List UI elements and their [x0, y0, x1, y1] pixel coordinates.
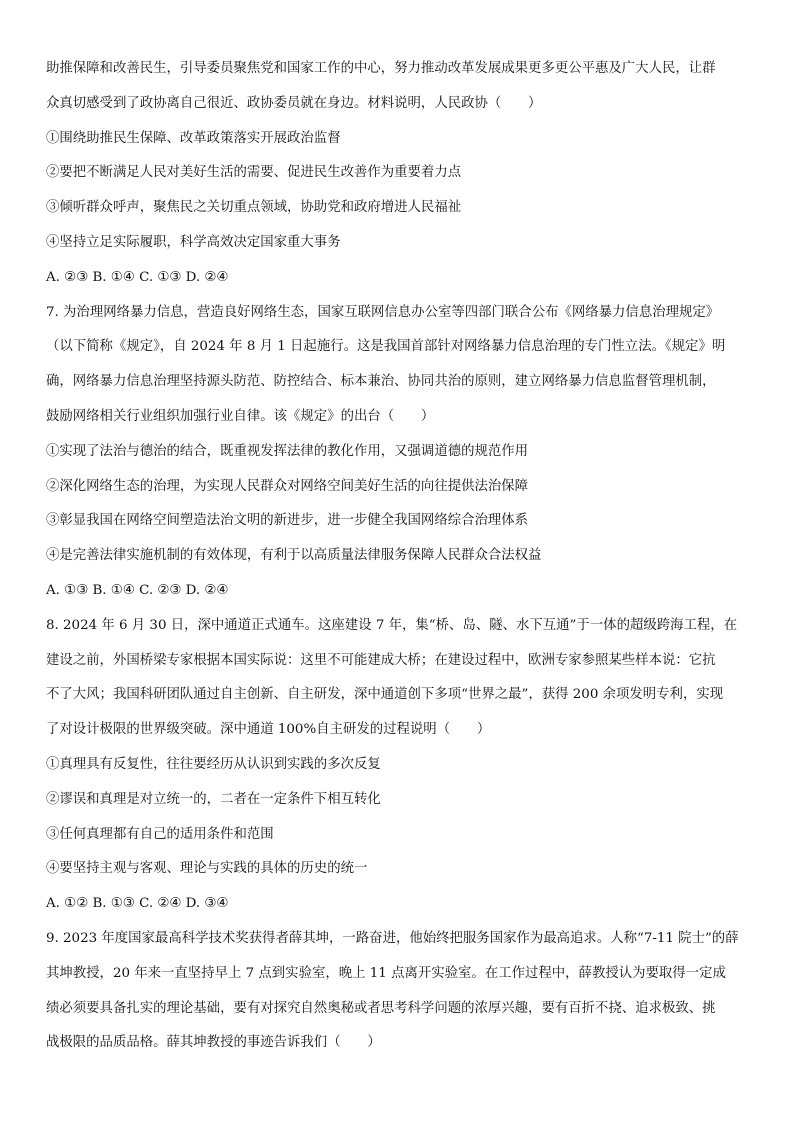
question-6-answers: A. ②③ B. ①④ C. ①③ D. ②④ — [46, 269, 229, 285]
option-1: ①围绕助推民生保障、改革政策落实开展政治监督 — [46, 130, 341, 146]
question-8-stem — [46, 609, 760, 748]
stem-line: 7. 为治理网络暴力信息，营造良好网络生态，国家互联网信息办公室等四部门联合公布《网络暴力信息治理规定》 — [46, 304, 720, 320]
stem-line: 8. 2024 年 6 月 30 日，深中通道正式通车。这座建设 7 年，集“桥、岛、隧、水下互通”于一体的超级跨海工程，在 — [46, 617, 738, 633]
stem-line: 确，网络暴力信息治理坚持源头防范、防控结合、标本兼治、协同共治的原则，建立网络暴力信息监督管理机制， — [46, 374, 716, 390]
question-7-stem — [46, 296, 760, 435]
stem-line: 建设之前，外国桥梁专家根据本国实际说：这里不可能建成大桥；在建设过程中，欧洲专家参照某些样本说：它抗 — [46, 652, 716, 668]
question-9 — [46, 922, 760, 1061]
option-4: ④坚持立足实际履职，科学高效决定国家重大事务 — [46, 234, 341, 250]
stem-line: （以下简称《规定》，自 2024 年 8 月 1 日起施行。这是我国首部针对网络暴力信息治理的专门性立法。《规定》明 — [46, 339, 726, 355]
stem-line: 绩必须要具备扎实的理论基础，要有对探究自然奥秘或者思考科学问题的浓厚兴趣，要有百折不挠、追求极致、挑 — [46, 1000, 716, 1016]
question-8-answers: A. ①② B. ①③ C. ②④ D. ③④ — [46, 896, 229, 912]
question-6-options — [46, 122, 760, 261]
stem-line: 战极限的品质品格。薛其坤教授的事迹告诉我们（ ） — [46, 1035, 381, 1051]
stem-line: 9. 2023 年度国家最高科学技术奖获得者薛其坤，一路奋进，他始终把服务国家作为最高追求。人称“7-11 院士”的薛 — [46, 930, 739, 946]
stem-line: 鼓励网络相关行业组织加强行业自律。该《规定》的出台（ ） — [46, 408, 435, 424]
question-7 — [46, 296, 760, 609]
option-3: ③倾听群众呼声，聚焦民之关切重点领域，协助党和政府增进人民福祉 — [46, 200, 462, 216]
question-6 — [46, 52, 760, 296]
question-8-options — [46, 748, 760, 887]
option-2: ②要把不断满足人民对美好生活的需要、促进民生改善作为重要着力点 — [46, 165, 462, 181]
question-7-options — [46, 435, 760, 574]
option-2: ②谬误和真理是对立统一的，二者在一定条件下相互转化 — [46, 791, 381, 807]
option-2: ②深化网络生态的治理，为实现人民群众对网络空间美好生活的向往提供法治保障 — [46, 478, 529, 494]
option-3: ③彰显我国在网络空间塑造法治文明的新进步，进一步健全我国网络综合治理体系 — [46, 513, 529, 529]
stem-line: 了对设计极限的世界级突破。深中通道 100%自主研发的过程说明（ ） — [46, 722, 491, 738]
option-1: ①实现了法治与德治的结合，既重视发挥法律的教化作用，又强调道德的规范作用 — [46, 443, 529, 459]
stem-line: 助推保障和改善民生，引导委员聚焦党和国家工作的中心，努力推动改革发展成果更多更公平惠及广大人民，让群 — [46, 61, 716, 76]
stem-line: 众真切感受到了政协离自己很近、政协委员就在身边。材料说明，人民政协（ ） — [46, 95, 542, 111]
option-1: ①真理具有反复性，往往要经历从认识到实践的多次反复 — [46, 756, 381, 772]
stem-line: 其坤教授，20 年来一直坚持早上 7 点到实验室，晚上 11 点离开实验室。在工作过程中，薛教授认为要取得一定成 — [46, 965, 726, 981]
document-page — [46, 52, 760, 1061]
option-4: ④是完善法律实施机制的有效体现，有利于以高质量法律服务保障人民群众合法权益 — [46, 548, 542, 564]
question-8 — [46, 609, 760, 922]
question-9-stem — [46, 922, 760, 1061]
question-6-stem — [46, 52, 760, 122]
question-7-answers: A. ①③ B. ①④ C. ②③ D. ②④ — [46, 582, 229, 598]
option-4: ④要坚持主观与客观、理论与实践的具体的历史的统一 — [46, 861, 368, 877]
option-3: ③任何真理都有自己的适用条件和范围 — [46, 826, 274, 842]
stem-line: 不了大风；我国科研团队通过自主创新、自主研发，深中通道创下多项“世界之最”，获得 200 余项发明专利，实现 — [46, 687, 724, 703]
